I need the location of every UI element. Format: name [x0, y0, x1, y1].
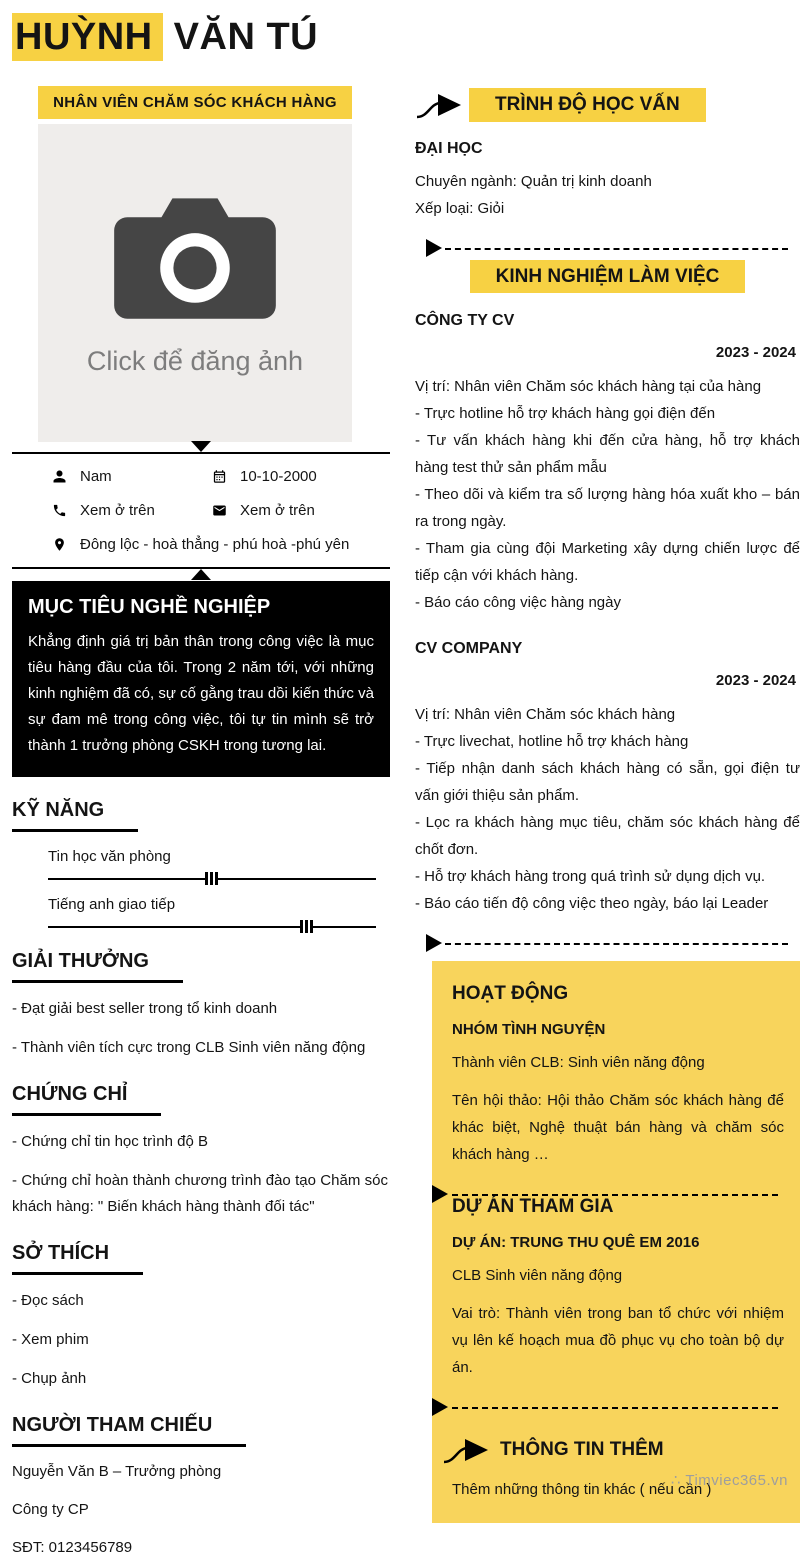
projects-subtitle: DỰ ÁN: TRUNG THU QUÊ EM 2016 [452, 1234, 700, 1251]
awards-title: GIẢI THƯỞNG [12, 950, 183, 983]
education-degree: ĐẠI HỌC [415, 140, 483, 157]
job-line: Vị trí: Nhân viên Chăm sóc khách hàng [415, 706, 676, 723]
job-line: - Tham gia cùng đội Marketing xây dựng chiến lược để tiếp cận với khách hàng. [415, 540, 800, 584]
job-line: - Hỗ trợ khách hàng trong quá trình sử dụng dịch vụ. [415, 868, 766, 885]
company-name: CÔNG TY CV [415, 312, 515, 329]
calendar-icon [212, 469, 227, 484]
left-column [12, 0, 390, 1561]
address-row [52, 536, 390, 553]
job-title: NHÂN VIÊN CHĂM SÓC KHÁCH HÀNG [38, 86, 352, 119]
location-icon [52, 537, 67, 552]
experience-title: KINH NGHIỆM LÀM VIỆC [470, 260, 746, 293]
company-name: CV COMPANY [415, 640, 523, 657]
section-divider [445, 248, 788, 250]
skill-item [48, 896, 376, 928]
skill-label: Tiếng anh giao tiếp [48, 896, 176, 913]
section-divider [452, 1194, 778, 1196]
camera-icon [101, 189, 289, 330]
hobby-item: - Xem phim [12, 1331, 89, 1348]
arrow-right-icon [442, 1435, 490, 1465]
hobbies-section [12, 1242, 390, 1392]
job-line: - Lọc ra khách hàng mục tiêu, chăm sóc khách hàng để chốt đơn. [415, 814, 800, 858]
certificate-item: - Chứng chỉ tin học trình độ B [12, 1133, 208, 1150]
skills-section [12, 799, 390, 928]
person-icon [52, 469, 67, 484]
dob-value: 10-10-2000 [240, 468, 317, 485]
email-value: Xem ở trên [240, 502, 315, 519]
projects-title: DỰ ÁN THAM GIA [452, 1196, 614, 1217]
email-row [212, 502, 390, 519]
phone-row [52, 502, 212, 519]
project-line: CLB Sinh viên năng động [452, 1267, 623, 1284]
job-entry [415, 312, 800, 616]
skill-slider-handle[interactable] [300, 920, 313, 933]
job-period: 2023 - 2024 [715, 672, 796, 689]
job-line: - Tư vấn khách hàng khi đến cửa hàng, hỗ trợ khách hàng test thử sản phẩm mẫu [415, 432, 800, 476]
activities-title: HOẠT ĐỘNG [452, 983, 569, 1004]
arrow-right-icon [415, 90, 463, 120]
awards-section [12, 950, 390, 1061]
section-divider [445, 943, 788, 945]
skill-slider-track [48, 878, 376, 880]
certificates-title: CHỨNG CHỈ [12, 1083, 161, 1116]
skill-label: Tin học văn phòng [48, 848, 171, 865]
skill-item [48, 848, 376, 880]
section-divider [452, 1407, 778, 1409]
job-line: - Tiếp nhận danh sách khách hàng có sẵn, gọi điện tư vấn giới thiệu sản phẩm. [415, 760, 800, 804]
objective-body: Khẳng định giá trị bản thân trong công việc là mục tiêu hàng đầu của tôi. Trong 2 năm tới, với những kinh nghiệm đã có, sự cố gằng trau dồi kiến thức và sự đam mê trong công việc, tôi tự tin mình sẽ trở thành 1 trưởng phòng CSKH trong tương lai. [28, 633, 374, 754]
education-title: TRÌNH ĐỘ HỌC VẤN [469, 88, 706, 122]
activities-line: Tên hội thảo: Hội thảo Chăm sóc khách hàng để khác biệt, Nghệ thuật bán hàng và chăm sóc khách hàng … [452, 1092, 784, 1163]
dob-row [212, 468, 390, 485]
education-header [415, 88, 800, 122]
photo-upload-area[interactable] [38, 124, 352, 442]
info-top-rule [12, 452, 390, 454]
reference-section [12, 1414, 390, 1561]
job-line: - Trực livechat, hotline hỗ trợ khách hàng [415, 733, 689, 750]
site-watermark: ∴ Timviec365.vn [670, 1472, 788, 1489]
activities-subtitle: NHÓM TÌNH NGUYỆN [452, 1021, 606, 1038]
candidate-name-highlight: HUỲNH [12, 13, 163, 61]
job-line: Vị trí: Nhân viên Chăm sóc khách hàng tại của hàng [415, 378, 762, 395]
more-info-title: THÔNG TIN THÊM [500, 1439, 664, 1460]
gender-value: Nam [80, 468, 112, 485]
job-line: - Theo dõi và kiểm tra số lượng hàng hóa xuất kho – bán ra trong ngày. [415, 486, 800, 530]
info-bottom-rule [12, 567, 390, 569]
more-info-body: Thêm những thông tin khác ( nếu cần ) [452, 1481, 712, 1498]
gender-row [52, 468, 212, 485]
phone-icon [52, 503, 67, 518]
reference-line: Nguyễn Văn B – Trưởng phòng [12, 1463, 222, 1480]
job-period: 2023 - 2024 [715, 344, 796, 361]
certificates-section [12, 1083, 390, 1220]
education-line: Xếp loại: Giỏi [415, 200, 505, 217]
award-item: - Thành viên tích cực trong CLB Sinh viên năng động [12, 1039, 366, 1056]
skill-slider-handle[interactable] [205, 872, 218, 885]
education-line: Chuyên ngành: Quản trị kinh doanh [415, 173, 652, 190]
personal-info [12, 454, 390, 567]
job-line: - Báo cáo công việc hàng ngày [415, 594, 621, 611]
project-line: Vai trò: Thành viên trong ban tổ chức với nhiệm vụ lên kế hoạch mua đồ phục vụ cho toàn bộ dự án. [452, 1305, 784, 1376]
job-line: - Trực hotline hỗ trợ khách hàng gọi điện đến [415, 405, 716, 422]
reference-line: Công ty CP [12, 1501, 89, 1518]
experience-header [415, 266, 800, 288]
hobbies-title: SỞ THÍCH [12, 1242, 143, 1275]
objective-section [12, 581, 390, 777]
email-icon [212, 503, 227, 518]
objective-title: MỤC TIÊU NGHỀ NGHIỆP [28, 596, 271, 618]
more-info-header [452, 1435, 784, 1465]
skills-title: KỸ NĂNG [12, 799, 138, 832]
address-value: Đông lộc - hoà thẳng - phú hoà -phú yên [80, 536, 350, 553]
candidate-name-rest: VĂN TÚ [162, 16, 319, 58]
award-item: - Đạt giải best seller trong tổ kinh doanh [12, 1000, 278, 1017]
right-column [415, 0, 800, 1523]
phone-value: Xem ở trên [80, 502, 155, 519]
job-entry [415, 640, 800, 917]
certificate-item: - Chứng chỉ hoàn thành chương trình đào tạo Chăm sóc khách hàng: " Biến khách hàng thành đối tác" [12, 1172, 388, 1215]
yellow-panel [432, 961, 800, 1523]
reference-line: SĐT: 0123456789 [12, 1539, 133, 1556]
job-line: - Báo cáo tiến độ công việc theo ngày, báo lại Leader [415, 895, 769, 912]
reference-title: NGƯỜI THAM CHIẾU [12, 1414, 246, 1447]
candidate-name [12, 14, 390, 60]
hobby-item: - Đọc sách [12, 1292, 84, 1309]
activities-line: Thành viên CLB: Sinh viên năng động [452, 1054, 705, 1071]
photo-upload-caption: Click để đăng ảnh [86, 346, 304, 376]
skill-slider-track [48, 926, 376, 928]
hobby-item: - Chụp ảnh [12, 1370, 87, 1387]
